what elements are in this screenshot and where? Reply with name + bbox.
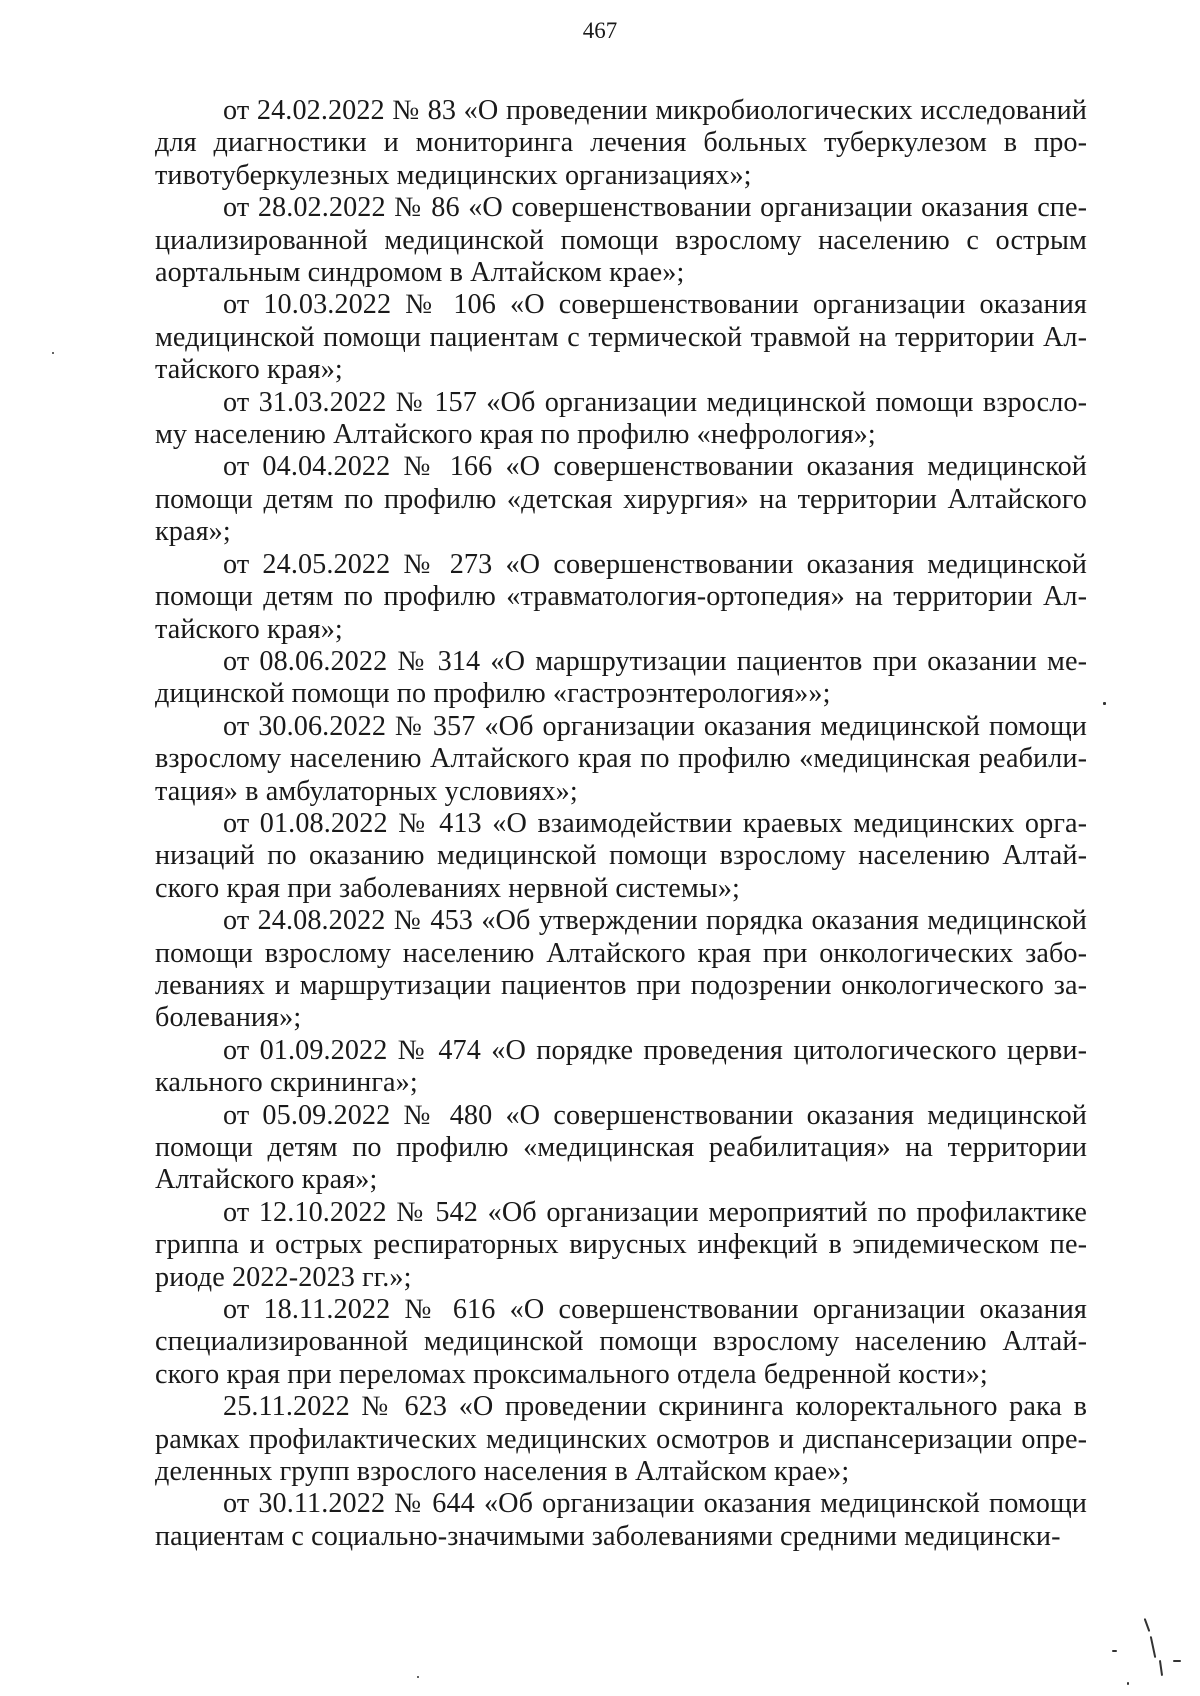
list-item: от 24.02.2022 № 83 «О проведении микробиологических исследований для диагностики и мониторинга лечения больных туберкулезом в противотуберкулезных медицинских организациях»; — [155, 95, 1087, 191]
list-item: от 10.03.2022 № 106 «О совершенствовании организации оказания медицинской помощи пациентам с термической травмой на территории Алтайского края»; — [155, 289, 1087, 386]
scan-speck — [1127, 1682, 1129, 1685]
list-item: от 30.06.2022 № 357 «Об организации оказания медицинской помощи взрослому населению Алтайского края по профилю «медицинская реабилитация» в амбулаторных условиях»; — [155, 710, 1087, 807]
scan-speck — [417, 1676, 419, 1678]
list-item: от 18.11.2022 № 616 «О совершенствовании организации оказания специализированной медицинской помощи взрослому населению Алтайского края при переломах проксимального отдела бедренной кости»; — [155, 1294, 1087, 1390]
list-item: от 01.08.2022 № 413 «О взаимодействии краевых медицинских организаций по оказанию медицинской помощи взрослому населению Алтайского края при заболеваниях нервной системы»; — [155, 807, 1087, 904]
list-item: от 05.09.2022 № 480 «О совершенствовании оказания медицинской помощи детям по профилю «медицинская реабилитация» на территории Алтайского края»; — [155, 1099, 1087, 1196]
list-item: от 08.06.2022 № 314 «О маршрутизации пациентов при оказании медицинской помощи по профилю «гастроэнтерология»»; — [155, 645, 1087, 710]
page-number: 467 — [582, 18, 618, 43]
list-item: от 28.02.2022 № 86 «О совершенствовании организации оказания специализированной медицинской помощи взрослому населению с острым аортальным синдромом в Алтайском крае»; — [155, 192, 1087, 289]
list-item: 25.11.2022 № 623 «О проведении скрининга колоректального рака в рамках профилактических медицинских осмотров и диспансеризации определенных групп взрослого населения в Алтайском крае»; — [155, 1391, 1087, 1488]
list-item: от 24.05.2022 № 273 «О совершенствовании оказания медицинской помощи детям по профилю «травматология-ортопедия» на территории Алтайского края»; — [155, 548, 1087, 645]
list-item: от 30.11.2022 № 644 «Об организации оказания медицинской помощи пациентам с социально-значимыми заболеваниями средними медицински- — [155, 1488, 1087, 1552]
list-item: от 04.04.2022 № 166 «О совершенствовании оказания медицинской помощи детям по профилю «детская хирургия» на территории Алтайского края»; — [155, 451, 1087, 548]
list-item: от 01.09.2022 № 474 «О порядке проведения цитологического цервикального скрининга»; — [155, 1034, 1087, 1099]
scan-speck — [1144, 1618, 1151, 1632]
scan-speck — [1112, 1650, 1117, 1652]
scan-speck — [52, 352, 54, 354]
scan-speck — [1159, 1660, 1163, 1676]
order-list — [155, 95, 1087, 1553]
list-item: от 12.10.2022 № 542 «Об организации мероприятий по профилактике гриппа и острых респираторных вирусных инфекций в эпидемическом периоде 2022-2023 гг.»; — [155, 1196, 1087, 1293]
scan-speck — [1150, 1636, 1157, 1658]
scan-speck — [1173, 1660, 1181, 1662]
list-item: от 31.03.2022 № 157 «Об организации медицинской помощи взрослому населению Алтайского края по профилю «нефрология»; — [155, 386, 1087, 451]
list-item: от 24.08.2022 № 453 «Об утверждении порядка оказания медицинской помощи взрослому населению Алтайского края при онкологических заболеваниях и маршрутизации пациентов при подозрении онкологического заболевания»; — [155, 905, 1087, 1034]
scan-speck — [1103, 702, 1106, 705]
